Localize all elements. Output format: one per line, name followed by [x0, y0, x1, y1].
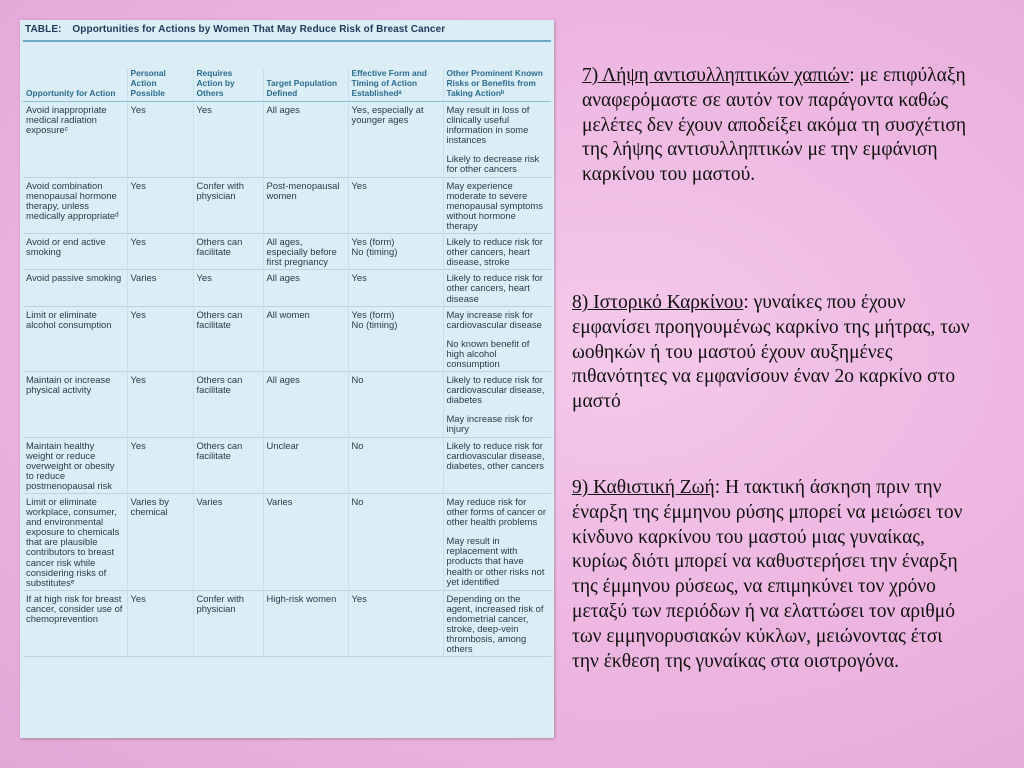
table-title-text: Opportunities for Actions by Women That May Reduce Risk of Breast Cancer — [72, 24, 446, 35]
cell-target-population — [263, 437, 348, 493]
risk-note: Likely to reduce risk for cardiovascular disease, diabetes, other cancers — [446, 439, 545, 471]
cell-other-risks — [443, 306, 551, 371]
risk-note: May experience moderate to severe menopausal symptoms without hormone therapy — [446, 179, 543, 231]
cell-text: Limit or eliminate alcohol consumption — [26, 308, 112, 330]
cell-text: Yes — [130, 104, 146, 115]
cell-text: Avoid or end active smoking — [26, 236, 106, 258]
cell-other-risks — [443, 437, 551, 493]
cell-target-population — [263, 270, 348, 306]
cell-target-population — [263, 590, 348, 657]
header-personal-action: Personal Action Possible — [127, 68, 193, 102]
header-form-timing: Effective Form and Timing of Action Establishedᵃ — [348, 68, 443, 102]
cell-opportunity — [23, 494, 127, 591]
cell-text: Varies by chemical — [130, 496, 169, 518]
cell-form-timing — [348, 306, 443, 371]
cell-personal-action — [127, 437, 193, 493]
cell-requires-others — [193, 177, 263, 233]
cell-text: Varies — [196, 496, 223, 507]
cell-text: No (timing) — [351, 318, 398, 330]
table-row — [23, 234, 551, 270]
table-label: TABLE: — [25, 24, 62, 35]
cell-text: No — [351, 374, 364, 386]
cell-text: Post-menopausal women — [266, 179, 340, 201]
table-header-row — [23, 68, 551, 102]
cell-opportunity — [23, 270, 127, 306]
section-7-heading: 7) Λήψη αντισυλληπτικών χαπιών — [582, 65, 850, 86]
cell-other-risks — [443, 177, 551, 233]
cell-text: Limit or eliminate workplace, consumer, and environmental exposure to chemicals that are plausible contributors to breast cancer risk while considering risks of substitutesᵉ — [26, 496, 120, 588]
cell-opportunity — [23, 437, 127, 493]
risk-note: May reduce risk for other forms of cancer or other health problems — [446, 496, 547, 528]
header-other-risks: Other Prominent Known Risks or Benefits from Taking Actionᵇ — [443, 68, 551, 102]
cell-text: If at high risk for breast cancer, consider use of chemoprevention — [26, 592, 123, 625]
cell-personal-action — [127, 234, 193, 270]
cell-text: No — [351, 439, 364, 451]
risk-note: May result in replacement with products that have health or other risks not yet identified — [446, 535, 545, 587]
cell-text: Yes — [130, 592, 146, 604]
section-9-heading: 9) Καθιστική Ζωή — [572, 477, 715, 498]
cell-text: Yes — [351, 179, 367, 191]
cell-text: Others can facilitate — [196, 308, 243, 330]
cell-form-timing — [348, 590, 443, 657]
cell-text: Confer with physician — [196, 179, 244, 201]
cell-text: Maintain or increase physical activity — [26, 374, 111, 396]
header-opportunity: Opportunity for Action — [23, 68, 127, 102]
cell-target-population — [263, 234, 348, 270]
cell-text: Varies — [266, 496, 293, 507]
risk-table — [23, 68, 551, 657]
cell-other-risks — [443, 270, 551, 306]
cell-text: Others can facilitate — [196, 374, 243, 396]
risk-note: May increase risk for injury — [446, 413, 533, 435]
risk-note: Likely to reduce risk for other cancers, heart disease, stroke — [446, 236, 543, 268]
cell-text: All women — [266, 308, 310, 320]
risk-note: May result in loss of clinically useful information in some instances — [446, 104, 530, 146]
cell-text: Varies — [130, 272, 157, 284]
cell-personal-action — [127, 372, 193, 437]
risk-note: Likely to decrease risk for other cancers — [446, 153, 540, 175]
table-row — [23, 102, 551, 178]
table-title-rule — [23, 40, 551, 42]
cell-requires-others — [193, 306, 263, 371]
cell-text: Unclear — [266, 439, 299, 451]
cell-target-population — [263, 372, 348, 437]
cell-other-risks — [443, 590, 551, 657]
section-9-sedentary-life — [572, 476, 972, 674]
cell-text: Maintain healthy weight or reduce overweight or obesity to reduce postmenopausal risk — [26, 439, 115, 491]
cell-opportunity — [23, 372, 127, 437]
risk-note: Likely to reduce risk for cardiovascular disease, diabetes — [446, 374, 545, 406]
cell-text: Yes — [130, 308, 146, 320]
cell-text: Yes (form) — [351, 236, 395, 248]
table-body — [23, 102, 551, 657]
cell-requires-others — [193, 437, 263, 493]
cell-personal-action — [127, 177, 193, 233]
table-row — [23, 494, 551, 591]
table-row — [23, 270, 551, 306]
cell-personal-action — [127, 270, 193, 306]
cell-text: Confer with physician — [196, 592, 244, 614]
cell-form-timing — [348, 372, 443, 437]
table-row — [23, 372, 551, 437]
cell-requires-others — [193, 234, 263, 270]
cell-opportunity — [23, 234, 127, 270]
cell-text: Yes — [196, 104, 212, 115]
cell-form-timing — [348, 102, 443, 178]
cell-target-population — [263, 177, 348, 233]
cell-text: Avoid combination menopausal hormone therapy, unless medically appropriateᵈ — [26, 179, 119, 221]
cell-text: Yes — [130, 179, 146, 191]
cell-other-risks — [443, 372, 551, 437]
cell-text: Yes — [196, 272, 212, 284]
section-8-heading: 8) Ιστορικό Καρκίνου — [572, 292, 744, 313]
cell-text: All ages — [266, 104, 300, 115]
cell-form-timing — [348, 437, 443, 493]
cell-opportunity — [23, 306, 127, 371]
cell-other-risks — [443, 494, 551, 591]
section-8-cancer-history — [572, 291, 972, 415]
risk-note: No known benefit of high alcohol consumption — [446, 337, 530, 369]
header-target-population: Target Population Defined — [263, 68, 348, 102]
cell-target-population — [263, 102, 348, 178]
cell-personal-action — [127, 494, 193, 591]
cell-other-risks — [443, 102, 551, 178]
section-8-body: : γυναίκες που έχουν εμφανίσει προηγουμένως καρκίνο της μήτρας, των ωοθηκών ή του μαστού έχουν αυξημένες πιθανότητες να εμφανίσουν έναν 2ο καρκίνο στο μαστό — [572, 292, 970, 413]
cell-form-timing — [348, 177, 443, 233]
cell-text: Yes, especially at younger ages — [351, 104, 424, 126]
cell-personal-action — [127, 590, 193, 657]
cell-text: Yes — [351, 272, 367, 284]
cell-requires-others — [193, 372, 263, 437]
cell-text: Others can facilitate — [196, 236, 243, 258]
cell-requires-others — [193, 102, 263, 178]
cell-personal-action — [127, 306, 193, 371]
cell-form-timing — [348, 494, 443, 591]
table-row — [23, 437, 551, 493]
section-9-body: : Η τακτική άσκηση πριν την έναρξη της έμμηνου ρύσης μπορεί να μειώσει τον κίνδυνο καρκίνου του μαστού μιας γυναίκας, κυρίως διότι μπορεί να καθυστερήσει την έναρξη της έμμηνου ρύσεως, να επιμηκύνει τον χρόνο μεταξύ των περιόδων ή να ελαττώσει τον αριθμό των εμμηνορυσιακών κύκλων, μειώνοντας έτσι την έκθεση της γυναίκας στα οιστρογόνα. — [572, 477, 963, 672]
cell-target-population — [263, 306, 348, 371]
cell-requires-others — [193, 590, 263, 657]
cell-text: All ages, especially before first pregnancy — [266, 236, 337, 268]
cell-personal-action — [127, 102, 193, 178]
cell-opportunity — [23, 177, 127, 233]
cell-requires-others — [193, 270, 263, 306]
table-title — [25, 24, 445, 35]
cell-text: All ages — [266, 374, 300, 386]
cell-form-timing — [348, 234, 443, 270]
cell-target-population — [263, 494, 348, 591]
cell-opportunity — [23, 590, 127, 657]
risk-note: Likely to reduce risk for other cancers, heart disease — [446, 272, 543, 304]
cell-text: High-risk women — [266, 592, 337, 604]
cell-text: Avoid passive smoking — [26, 272, 122, 284]
cell-text: All ages — [266, 272, 300, 284]
cell-text: Others can facilitate — [196, 439, 243, 461]
cell-text: Yes (form) — [351, 308, 395, 320]
cell-text: Yes — [130, 439, 146, 451]
cell-form-timing — [348, 270, 443, 306]
cell-text: Yes — [351, 592, 367, 604]
cell-opportunity — [23, 102, 127, 178]
cell-text: Avoid inappropriate medical radiation exposureᶜ — [26, 104, 107, 136]
cell-text: No — [351, 496, 364, 507]
cell-requires-others — [193, 494, 263, 591]
section-7-oral-contraceptives — [582, 64, 972, 188]
risk-table-panel — [20, 20, 554, 738]
risk-note: Depending on the agent, increased risk of endometrial cancer, stroke, deep-vein thrombosis, among others — [446, 592, 544, 655]
cell-text: No (timing) — [351, 246, 398, 258]
cell-text: Yes — [130, 236, 146, 248]
header-requires-others: Requires Action by Others — [193, 68, 263, 102]
section-7-body: : με επιφύλαξη αναφερόμαστε σε αυτόν τον παράγοντα καθώς μελέτες δεν έχουν αποδείξει ακόμα τη συσχέτιση της λήψης αντισυλληπτικών με την εμφάνιση καρκίνου του μαστού. — [582, 65, 967, 186]
table-row — [23, 590, 551, 657]
cell-text: Yes — [130, 374, 146, 386]
cell-other-risks — [443, 234, 551, 270]
risk-note: May increase risk for cardiovascular disease — [446, 308, 542, 330]
table-row — [23, 177, 551, 233]
table-row — [23, 306, 551, 371]
